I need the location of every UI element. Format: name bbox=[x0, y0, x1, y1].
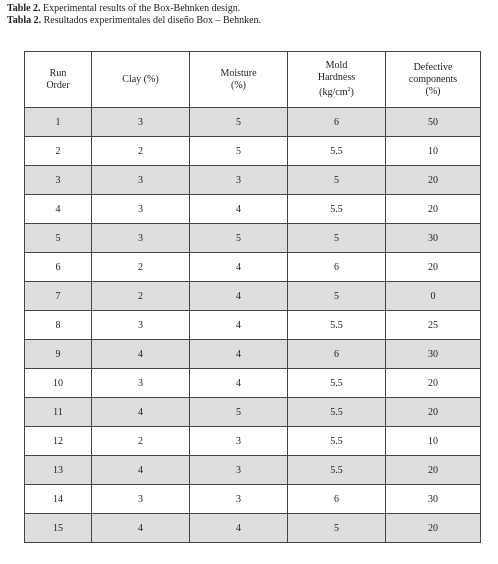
cell-clay: 2 bbox=[92, 282, 190, 311]
cell-clay: 4 bbox=[92, 514, 190, 543]
table-row bbox=[25, 340, 481, 369]
cell-run: 9 bbox=[25, 340, 92, 369]
cell-hardness: 5 bbox=[288, 166, 386, 195]
header-hardness-line2: Hardness bbox=[317, 72, 356, 83]
cell-clay: 3 bbox=[92, 195, 190, 224]
caption-english-label: Table 2. bbox=[7, 3, 41, 14]
header-defective-line3: (%) bbox=[425, 85, 441, 97]
cell-hardness: 5.5 bbox=[288, 369, 386, 398]
cell-clay: 3 bbox=[92, 485, 190, 514]
cell-moisture: 3 bbox=[190, 485, 288, 514]
caption-spanish-label: Tabla 2. bbox=[7, 15, 42, 26]
cell-clay: 4 bbox=[92, 398, 190, 427]
cell-hardness: 5.5 bbox=[288, 195, 386, 224]
caption-english-text: Experimental results of the Box-Behnken design. bbox=[40, 3, 241, 14]
cell-clay: 3 bbox=[92, 224, 190, 253]
cell-run: 8 bbox=[25, 311, 92, 340]
header-defective-components bbox=[386, 52, 481, 108]
table-row bbox=[25, 224, 481, 253]
cell-defective: 20 bbox=[386, 253, 481, 282]
cell-defective: 20 bbox=[386, 398, 481, 427]
cell-clay: 3 bbox=[92, 311, 190, 340]
cell-run: 1 bbox=[25, 108, 92, 137]
cell-hardness: 5.5 bbox=[288, 456, 386, 485]
cell-clay: 3 bbox=[92, 166, 190, 195]
cell-moisture: 5 bbox=[190, 398, 288, 427]
cell-run: 13 bbox=[25, 456, 92, 485]
table-row bbox=[25, 485, 481, 514]
header-run-order-line1: Run bbox=[49, 67, 67, 79]
cell-run: 4 bbox=[25, 195, 92, 224]
header-mold-hardness bbox=[288, 52, 386, 108]
cell-clay: 4 bbox=[92, 340, 190, 369]
header-run-order-line2: Order bbox=[46, 79, 70, 91]
cell-hardness: 5 bbox=[288, 514, 386, 543]
cell-run: 7 bbox=[25, 282, 92, 311]
header-row bbox=[25, 52, 481, 108]
header-run-order bbox=[25, 52, 92, 108]
cell-defective: 20 bbox=[386, 514, 481, 543]
cell-run: 11 bbox=[25, 398, 92, 427]
cell-clay: 4 bbox=[92, 456, 190, 485]
cell-defective: 50 bbox=[386, 108, 481, 137]
cell-moisture: 4 bbox=[190, 195, 288, 224]
cell-moisture: 3 bbox=[190, 427, 288, 456]
table-row bbox=[25, 166, 481, 195]
cell-run: 5 bbox=[25, 224, 92, 253]
cell-moisture: 5 bbox=[190, 224, 288, 253]
cell-run: 15 bbox=[25, 514, 92, 543]
cell-clay: 2 bbox=[92, 137, 190, 166]
caption-english bbox=[7, 3, 261, 15]
table-row bbox=[25, 427, 481, 456]
cell-hardness: 5.5 bbox=[288, 311, 386, 340]
cell-clay: 3 bbox=[92, 108, 190, 137]
header-defective-line1: Defective bbox=[413, 61, 453, 73]
cell-defective: 20 bbox=[386, 195, 481, 224]
cell-defective: 25 bbox=[386, 311, 481, 340]
cell-run: 3 bbox=[25, 166, 92, 195]
table-row bbox=[25, 253, 481, 282]
cell-defective: 30 bbox=[386, 340, 481, 369]
cell-defective: 10 bbox=[386, 137, 481, 166]
cell-defective: 10 bbox=[386, 427, 481, 456]
cell-moisture: 3 bbox=[190, 166, 288, 195]
table-body bbox=[25, 108, 481, 543]
cell-defective: 30 bbox=[386, 485, 481, 514]
cell-moisture: 4 bbox=[190, 340, 288, 369]
cell-moisture: 4 bbox=[190, 282, 288, 311]
cell-run: 14 bbox=[25, 485, 92, 514]
caption-spanish bbox=[7, 15, 261, 27]
table-row bbox=[25, 456, 481, 485]
cell-hardness: 5.5 bbox=[288, 427, 386, 456]
cell-defective: 20 bbox=[386, 166, 481, 195]
header-hardness-unit: (kg/cm bbox=[319, 87, 348, 98]
header-hardness-line1: Mold bbox=[325, 60, 348, 71]
cell-moisture: 4 bbox=[190, 369, 288, 398]
cell-clay: 2 bbox=[92, 427, 190, 456]
cell-hardness: 6 bbox=[288, 340, 386, 369]
cell-moisture: 5 bbox=[190, 137, 288, 166]
table-row bbox=[25, 398, 481, 427]
cell-run: 6 bbox=[25, 253, 92, 282]
cell-hardness: 5.5 bbox=[288, 398, 386, 427]
table-row bbox=[25, 369, 481, 398]
table-row bbox=[25, 108, 481, 137]
caption-spanish-text: Resultados experimentales del diseño Box – Behnken. bbox=[41, 15, 262, 26]
cell-hardness: 5 bbox=[288, 224, 386, 253]
table-captions bbox=[7, 3, 261, 27]
cell-defective: 30 bbox=[386, 224, 481, 253]
cell-hardness: 5 bbox=[288, 282, 386, 311]
cell-hardness: 5.5 bbox=[288, 137, 386, 166]
header-hardness-unit-exponent: 2 bbox=[347, 87, 351, 93]
header-moisture-line2: (%) bbox=[231, 79, 246, 91]
header-moisture bbox=[190, 52, 288, 108]
header-hardness-unit-close: ) bbox=[350, 87, 354, 98]
cell-moisture: 4 bbox=[190, 514, 288, 543]
cell-hardness: 6 bbox=[288, 108, 386, 137]
results-table bbox=[24, 51, 481, 543]
cell-moisture: 3 bbox=[190, 456, 288, 485]
cell-moisture: 4 bbox=[190, 253, 288, 282]
cell-moisture: 5 bbox=[190, 108, 288, 137]
cell-hardness: 6 bbox=[288, 253, 386, 282]
cell-defective: 20 bbox=[386, 456, 481, 485]
cell-moisture: 4 bbox=[190, 311, 288, 340]
cell-clay: 2 bbox=[92, 253, 190, 282]
cell-hardness: 6 bbox=[288, 485, 386, 514]
header-defective-line2: components bbox=[408, 73, 458, 85]
header-moisture-line1: Moisture bbox=[220, 67, 257, 79]
table-row bbox=[25, 311, 481, 340]
table-row bbox=[25, 282, 481, 311]
table-row bbox=[25, 137, 481, 166]
table-row bbox=[25, 514, 481, 543]
cell-clay: 3 bbox=[92, 369, 190, 398]
cell-run: 2 bbox=[25, 137, 92, 166]
header-clay: Clay (%) bbox=[92, 52, 190, 108]
cell-defective: 0 bbox=[386, 282, 481, 311]
cell-defective: 20 bbox=[386, 369, 481, 398]
cell-run: 12 bbox=[25, 427, 92, 456]
table-row bbox=[25, 195, 481, 224]
cell-run: 10 bbox=[25, 369, 92, 398]
